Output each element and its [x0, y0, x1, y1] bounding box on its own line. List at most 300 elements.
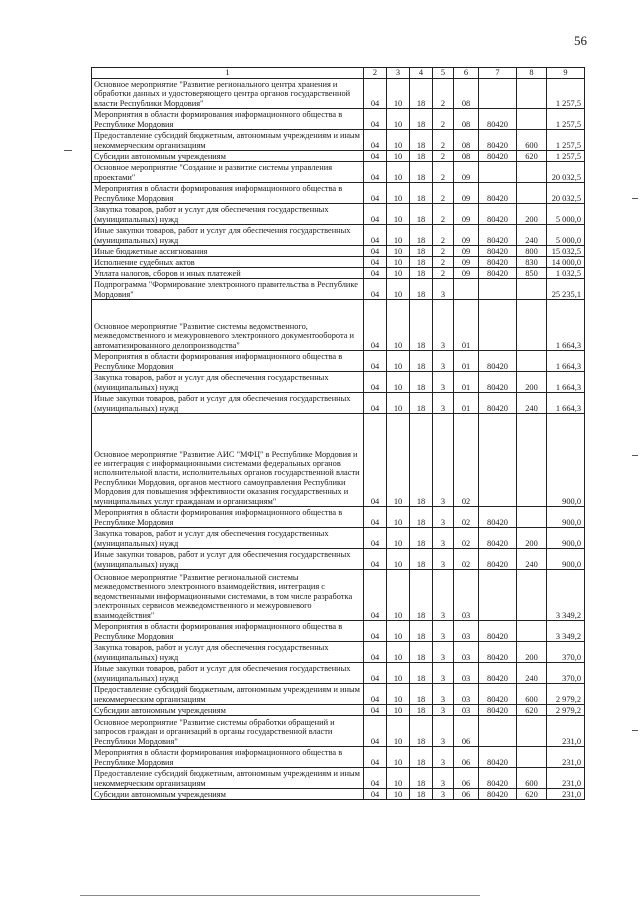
code-cell: 3 — [433, 705, 454, 716]
code-cell: 2 — [433, 109, 454, 130]
row-name-cell: Предоставление субсидий бюджетным, автономным учреждениям и иным некоммерческим организациям — [92, 130, 364, 151]
table-row — [92, 225, 585, 246]
row-name-cell: Основное мероприятие "Развитие региональной системы межведомственного электронного взаимодействия, интеграция с ведомственными информационными системами, в том числе разработка электронных сервисов межведомственного и межуровневого взаимодействия" — [92, 570, 364, 621]
table-row — [92, 151, 585, 162]
amount-cell: 14 000,0 — [547, 257, 585, 268]
code-cell: 80420 — [479, 642, 517, 663]
code-cell: 18 — [410, 351, 433, 372]
code-cell — [479, 716, 517, 747]
code-cell: 03 — [454, 705, 479, 716]
table-row — [92, 684, 585, 705]
code-cell — [479, 279, 517, 300]
code-cell — [517, 570, 547, 621]
row-name-cell: Основное мероприятие "Развитие системы обработки обращений и запросов граждан и организаций в органы государственной власти Республики Мордовия" — [92, 716, 364, 747]
code-cell: 80420 — [479, 204, 517, 225]
code-cell: 01 — [454, 372, 479, 393]
code-cell: 04 — [364, 528, 387, 549]
code-cell: 04 — [364, 130, 387, 151]
code-cell — [517, 621, 547, 642]
code-cell: 04 — [364, 183, 387, 204]
code-cell: 10 — [387, 162, 410, 183]
amount-cell: 1 664,3 — [547, 372, 585, 393]
code-cell: 04 — [364, 663, 387, 684]
column-header: 9 — [547, 68, 585, 79]
code-cell: 10 — [387, 246, 410, 257]
code-cell: 18 — [410, 684, 433, 705]
row-name-cell: Мероприятия в области формирования информационного общества в Республике Мордовия — [92, 109, 364, 130]
code-cell: 09 — [454, 257, 479, 268]
table-row — [92, 79, 585, 109]
code-cell — [517, 414, 547, 507]
scan-mark — [632, 455, 638, 456]
code-cell: 18 — [410, 372, 433, 393]
code-cell: 80420 — [479, 225, 517, 246]
row-name-cell: Основное мероприятие "Развитие АИС "МФЦ" в Республике Мордовия и ее интеграция с информационными системами федеральных органов исполнительной власти, исполнительных органов государственной власти Республики Мордовия, органов местного самоуправления Республики Мордовия для повышения эффективности оказания государственных и муниципальных услуг гражданам и организациям" — [92, 414, 364, 507]
code-cell: 04 — [364, 705, 387, 716]
code-cell — [479, 162, 517, 183]
amount-cell: 1 257,5 — [547, 109, 585, 130]
code-cell: 18 — [410, 300, 433, 351]
code-cell: 18 — [410, 528, 433, 549]
code-cell: 80420 — [479, 257, 517, 268]
code-cell — [454, 279, 479, 300]
amount-cell: 2 979,2 — [547, 705, 585, 716]
table-row — [92, 246, 585, 257]
table-row — [92, 109, 585, 130]
code-cell: 02 — [454, 528, 479, 549]
code-cell — [517, 747, 547, 768]
amount-cell: 2 979,2 — [547, 684, 585, 705]
code-cell — [517, 507, 547, 528]
code-cell: 18 — [410, 393, 433, 414]
table-row — [92, 268, 585, 279]
code-cell: 80420 — [479, 393, 517, 414]
code-cell: 10 — [387, 372, 410, 393]
table-row — [92, 507, 585, 528]
code-cell: 10 — [387, 414, 410, 507]
code-cell: 04 — [364, 372, 387, 393]
code-cell: 80420 — [479, 684, 517, 705]
amount-cell: 1 257,5 — [547, 130, 585, 151]
code-cell: 2 — [433, 130, 454, 151]
row-name-cell: Основное мероприятие "Развитие системы ведомственного, межведомственного и межуровневого электронного документооборота и автоматизированного делопроизводства" — [92, 300, 364, 351]
code-cell: 01 — [454, 393, 479, 414]
code-cell — [479, 79, 517, 109]
table-row — [92, 768, 585, 789]
code-cell: 18 — [410, 414, 433, 507]
code-cell: 03 — [454, 621, 479, 642]
row-name-cell: Мероприятия в области формирования информационного общества в Республике Мордовия — [92, 351, 364, 372]
table-row — [92, 393, 585, 414]
code-cell: 80420 — [479, 351, 517, 372]
code-cell: 10 — [387, 789, 410, 800]
code-cell: 3 — [433, 528, 454, 549]
code-cell: 18 — [410, 642, 433, 663]
table-row — [92, 162, 585, 183]
table-row — [92, 130, 585, 151]
row-name-cell: Уплата налогов, сборов и иных платежей — [92, 268, 364, 279]
code-cell: 80420 — [479, 528, 517, 549]
code-cell: 800 — [517, 246, 547, 257]
code-cell: 10 — [387, 79, 410, 109]
code-cell: 10 — [387, 716, 410, 747]
code-cell: 10 — [387, 705, 410, 716]
code-cell: 10 — [387, 183, 410, 204]
table-row — [92, 528, 585, 549]
code-cell: 10 — [387, 151, 410, 162]
code-cell: 06 — [454, 789, 479, 800]
column-header: 8 — [517, 68, 547, 79]
code-cell: 18 — [410, 268, 433, 279]
budget-table — [91, 67, 585, 800]
code-cell: 03 — [454, 642, 479, 663]
code-cell: 3 — [433, 621, 454, 642]
table-row — [92, 663, 585, 684]
row-name-cell: Субсидии автономным учреждениям — [92, 705, 364, 716]
code-cell: 80420 — [479, 183, 517, 204]
amount-cell: 900,0 — [547, 414, 585, 507]
code-cell: 04 — [364, 268, 387, 279]
code-cell: 80420 — [479, 246, 517, 257]
code-cell: 10 — [387, 257, 410, 268]
amount-cell: 231,0 — [547, 768, 585, 789]
code-cell: 02 — [454, 414, 479, 507]
code-cell: 10 — [387, 300, 410, 351]
table-row — [92, 351, 585, 372]
amount-cell: 231,0 — [547, 789, 585, 800]
code-cell: 04 — [364, 162, 387, 183]
code-cell: 10 — [387, 549, 410, 570]
column-header: 5 — [433, 68, 454, 79]
table-row — [92, 716, 585, 747]
code-cell: 600 — [517, 684, 547, 705]
code-cell: 18 — [410, 507, 433, 528]
amount-cell: 1 664,3 — [547, 300, 585, 351]
code-cell: 80420 — [479, 109, 517, 130]
code-cell: 04 — [364, 549, 387, 570]
code-cell: 3 — [433, 414, 454, 507]
code-cell: 600 — [517, 768, 547, 789]
code-cell: 18 — [410, 621, 433, 642]
code-cell: 80420 — [479, 621, 517, 642]
code-cell — [517, 300, 547, 351]
page-number: 56 — [574, 33, 587, 48]
code-cell: 18 — [410, 716, 433, 747]
code-cell: 08 — [454, 79, 479, 109]
code-cell: 80420 — [479, 789, 517, 800]
code-cell: 03 — [454, 684, 479, 705]
amount-cell: 231,0 — [547, 716, 585, 747]
code-cell: 18 — [410, 279, 433, 300]
code-cell: 18 — [410, 204, 433, 225]
code-cell: 10 — [387, 621, 410, 642]
code-cell: 2 — [433, 246, 454, 257]
code-cell: 10 — [387, 528, 410, 549]
code-cell: 10 — [387, 393, 410, 414]
code-cell: 10 — [387, 747, 410, 768]
code-cell — [479, 570, 517, 621]
amount-cell: 900,0 — [547, 528, 585, 549]
code-cell: 10 — [387, 768, 410, 789]
table-row — [92, 789, 585, 800]
table-row — [92, 705, 585, 716]
table-row — [92, 414, 585, 507]
amount-cell: 900,0 — [547, 507, 585, 528]
code-cell: 10 — [387, 130, 410, 151]
row-name-cell: Субсидии автономным учреждениям — [92, 789, 364, 800]
code-cell: 18 — [410, 246, 433, 257]
code-cell: 04 — [364, 351, 387, 372]
row-name-cell: Мероприятия в области формирования информационного общества в Республике Мордовия — [92, 183, 364, 204]
column-number-row — [92, 68, 585, 79]
code-cell: 2 — [433, 204, 454, 225]
code-cell: 3 — [433, 507, 454, 528]
code-cell: 200 — [517, 642, 547, 663]
code-cell: 200 — [517, 204, 547, 225]
code-cell: 09 — [454, 204, 479, 225]
column-header: 4 — [410, 68, 433, 79]
code-cell: 04 — [364, 507, 387, 528]
amount-cell: 3 349,2 — [547, 570, 585, 621]
code-cell — [479, 300, 517, 351]
code-cell: 08 — [454, 130, 479, 151]
code-cell: 04 — [364, 279, 387, 300]
row-name-cell: Основное мероприятие "Создание и развитие системы управления проектами" — [92, 162, 364, 183]
code-cell: 10 — [387, 507, 410, 528]
code-cell: 08 — [454, 109, 479, 130]
code-cell: 09 — [454, 246, 479, 257]
code-cell: 3 — [433, 789, 454, 800]
column-header: 6 — [454, 68, 479, 79]
row-name-cell: Иные закупки товаров, работ и услуг для обеспечения государственных (муниципальных) нужд — [92, 225, 364, 246]
column-header: 7 — [479, 68, 517, 79]
code-cell: 02 — [454, 507, 479, 528]
code-cell: 620 — [517, 705, 547, 716]
row-name-cell: Исполнение судебных актов — [92, 257, 364, 268]
table-row — [92, 570, 585, 621]
amount-cell: 20 032,5 — [547, 162, 585, 183]
code-cell: 08 — [454, 151, 479, 162]
code-cell: 18 — [410, 225, 433, 246]
code-cell: 240 — [517, 225, 547, 246]
code-cell: 200 — [517, 528, 547, 549]
row-name-cell: Иные бюджетные ассигнования — [92, 246, 364, 257]
code-cell — [517, 109, 547, 130]
scan-edge-line — [80, 895, 480, 896]
code-cell: 09 — [454, 225, 479, 246]
code-cell: 3 — [433, 279, 454, 300]
code-cell: 850 — [517, 268, 547, 279]
code-cell: 04 — [364, 716, 387, 747]
code-cell: 06 — [454, 768, 479, 789]
row-name-cell: Иные закупки товаров, работ и услуг для обеспечения государственных (муниципальных) нужд — [92, 663, 364, 684]
row-name-cell: Субсидии автономным учреждениям — [92, 151, 364, 162]
table-row — [92, 642, 585, 663]
code-cell — [517, 716, 547, 747]
code-cell: 2 — [433, 257, 454, 268]
row-name-cell: Иные закупки товаров, работ и услуг для обеспечения государственных (муниципальных) нужд — [92, 393, 364, 414]
code-cell: 10 — [387, 570, 410, 621]
code-cell: 18 — [410, 130, 433, 151]
code-cell: 3 — [433, 372, 454, 393]
code-cell: 18 — [410, 549, 433, 570]
code-cell: 04 — [364, 747, 387, 768]
amount-cell: 5 000,0 — [547, 204, 585, 225]
code-cell: 04 — [364, 79, 387, 109]
amount-cell: 1 664,3 — [547, 351, 585, 372]
row-name-cell: Предоставление субсидий бюджетным, автономным учреждениям и иным некоммерческим организациям — [92, 768, 364, 789]
code-cell: 240 — [517, 663, 547, 684]
row-name-cell: Подпрограмма "Формирование электронного правительства в Республике Мордовия" — [92, 279, 364, 300]
code-cell: 3 — [433, 642, 454, 663]
table-row — [92, 257, 585, 268]
code-cell — [517, 79, 547, 109]
amount-cell: 1 257,5 — [547, 79, 585, 109]
code-cell: 10 — [387, 684, 410, 705]
code-cell: 03 — [454, 570, 479, 621]
table-body — [92, 68, 585, 800]
code-cell: 620 — [517, 789, 547, 800]
row-name-cell: Иные закупки товаров, работ и услуг для обеспечения государственных (муниципальных) нужд — [92, 549, 364, 570]
amount-cell: 1 257,5 — [547, 151, 585, 162]
row-name-cell: Мероприятия в области формирования информационного общества в Республике Мордовия — [92, 621, 364, 642]
code-cell: 3 — [433, 747, 454, 768]
code-cell: 09 — [454, 183, 479, 204]
column-header: 1 — [92, 68, 364, 79]
code-cell: 2 — [433, 79, 454, 109]
code-cell: 18 — [410, 162, 433, 183]
table-row — [92, 300, 585, 351]
amount-cell: 1 032,5 — [547, 268, 585, 279]
code-cell: 3 — [433, 768, 454, 789]
code-cell: 620 — [517, 151, 547, 162]
code-cell: 04 — [364, 393, 387, 414]
table-row — [92, 183, 585, 204]
code-cell: 18 — [410, 183, 433, 204]
code-cell: 18 — [410, 257, 433, 268]
amount-cell: 3 349,2 — [547, 621, 585, 642]
code-cell: 04 — [364, 151, 387, 162]
code-cell: 200 — [517, 372, 547, 393]
table-row — [92, 621, 585, 642]
code-cell: 240 — [517, 393, 547, 414]
code-cell: 10 — [387, 642, 410, 663]
code-cell: 01 — [454, 351, 479, 372]
row-name-cell: Закупка товаров, работ и услуг для обеспечения государственных (муниципальных) нужд — [92, 642, 364, 663]
code-cell: 3 — [433, 549, 454, 570]
code-cell: 600 — [517, 130, 547, 151]
table-row — [92, 372, 585, 393]
code-cell: 09 — [454, 268, 479, 279]
code-cell: 04 — [364, 109, 387, 130]
code-cell: 2 — [433, 225, 454, 246]
code-cell: 04 — [364, 414, 387, 507]
code-cell: 80420 — [479, 130, 517, 151]
code-cell: 18 — [410, 79, 433, 109]
code-cell: 3 — [433, 684, 454, 705]
row-name-cell: Закупка товаров, работ и услуг для обеспечения государственных (муниципальных) нужд — [92, 204, 364, 225]
code-cell: 240 — [517, 549, 547, 570]
code-cell: 830 — [517, 257, 547, 268]
code-cell: 80420 — [479, 768, 517, 789]
code-cell: 10 — [387, 225, 410, 246]
table-row — [92, 549, 585, 570]
scan-mark — [632, 198, 638, 199]
scan-mark — [632, 730, 638, 731]
code-cell: 80420 — [479, 747, 517, 768]
amount-cell: 370,0 — [547, 642, 585, 663]
code-cell: 10 — [387, 663, 410, 684]
code-cell: 04 — [364, 225, 387, 246]
code-cell: 04 — [364, 621, 387, 642]
code-cell — [517, 351, 547, 372]
table-row — [92, 279, 585, 300]
code-cell: 3 — [433, 351, 454, 372]
code-cell — [479, 414, 517, 507]
code-cell: 18 — [410, 663, 433, 684]
code-cell: 18 — [410, 705, 433, 716]
code-cell: 04 — [364, 570, 387, 621]
code-cell: 2 — [433, 151, 454, 162]
row-name-cell: Основное мероприятие "Развитие регионального центра хранения и обработки данных и удостоверяющего центра органов государственной власти Республики Мордовия" — [92, 79, 364, 109]
table-row — [92, 204, 585, 225]
code-cell: 80420 — [479, 507, 517, 528]
code-cell — [517, 162, 547, 183]
code-cell: 10 — [387, 351, 410, 372]
code-cell: 80420 — [479, 151, 517, 162]
code-cell: 04 — [364, 768, 387, 789]
code-cell: 18 — [410, 789, 433, 800]
amount-cell: 370,0 — [547, 663, 585, 684]
amount-cell: 900,0 — [547, 549, 585, 570]
code-cell: 2 — [433, 162, 454, 183]
code-cell: 3 — [433, 570, 454, 621]
code-cell: 3 — [433, 393, 454, 414]
code-cell: 3 — [433, 663, 454, 684]
code-cell: 04 — [364, 642, 387, 663]
code-cell: 09 — [454, 162, 479, 183]
code-cell: 3 — [433, 716, 454, 747]
code-cell: 06 — [454, 747, 479, 768]
code-cell: 80420 — [479, 549, 517, 570]
code-cell: 04 — [364, 789, 387, 800]
code-cell: 04 — [364, 246, 387, 257]
table-row — [92, 747, 585, 768]
code-cell: 10 — [387, 204, 410, 225]
code-cell: 3 — [433, 300, 454, 351]
code-cell — [517, 183, 547, 204]
code-cell: 04 — [364, 204, 387, 225]
code-cell: 18 — [410, 151, 433, 162]
code-cell: 04 — [364, 300, 387, 351]
code-cell: 18 — [410, 109, 433, 130]
amount-cell: 231,0 — [547, 747, 585, 768]
code-cell: 10 — [387, 109, 410, 130]
amount-cell: 25 235,1 — [547, 279, 585, 300]
column-header: 3 — [387, 68, 410, 79]
code-cell — [517, 279, 547, 300]
column-header: 2 — [364, 68, 387, 79]
code-cell: 2 — [433, 183, 454, 204]
code-cell: 80420 — [479, 663, 517, 684]
amount-cell: 5 000,0 — [547, 225, 585, 246]
code-cell: 80420 — [479, 705, 517, 716]
row-name-cell: Закупка товаров, работ и услуг для обеспечения государственных (муниципальных) нужд — [92, 372, 364, 393]
code-cell: 10 — [387, 268, 410, 279]
code-cell: 18 — [410, 768, 433, 789]
code-cell: 18 — [410, 570, 433, 621]
code-cell: 10 — [387, 279, 410, 300]
